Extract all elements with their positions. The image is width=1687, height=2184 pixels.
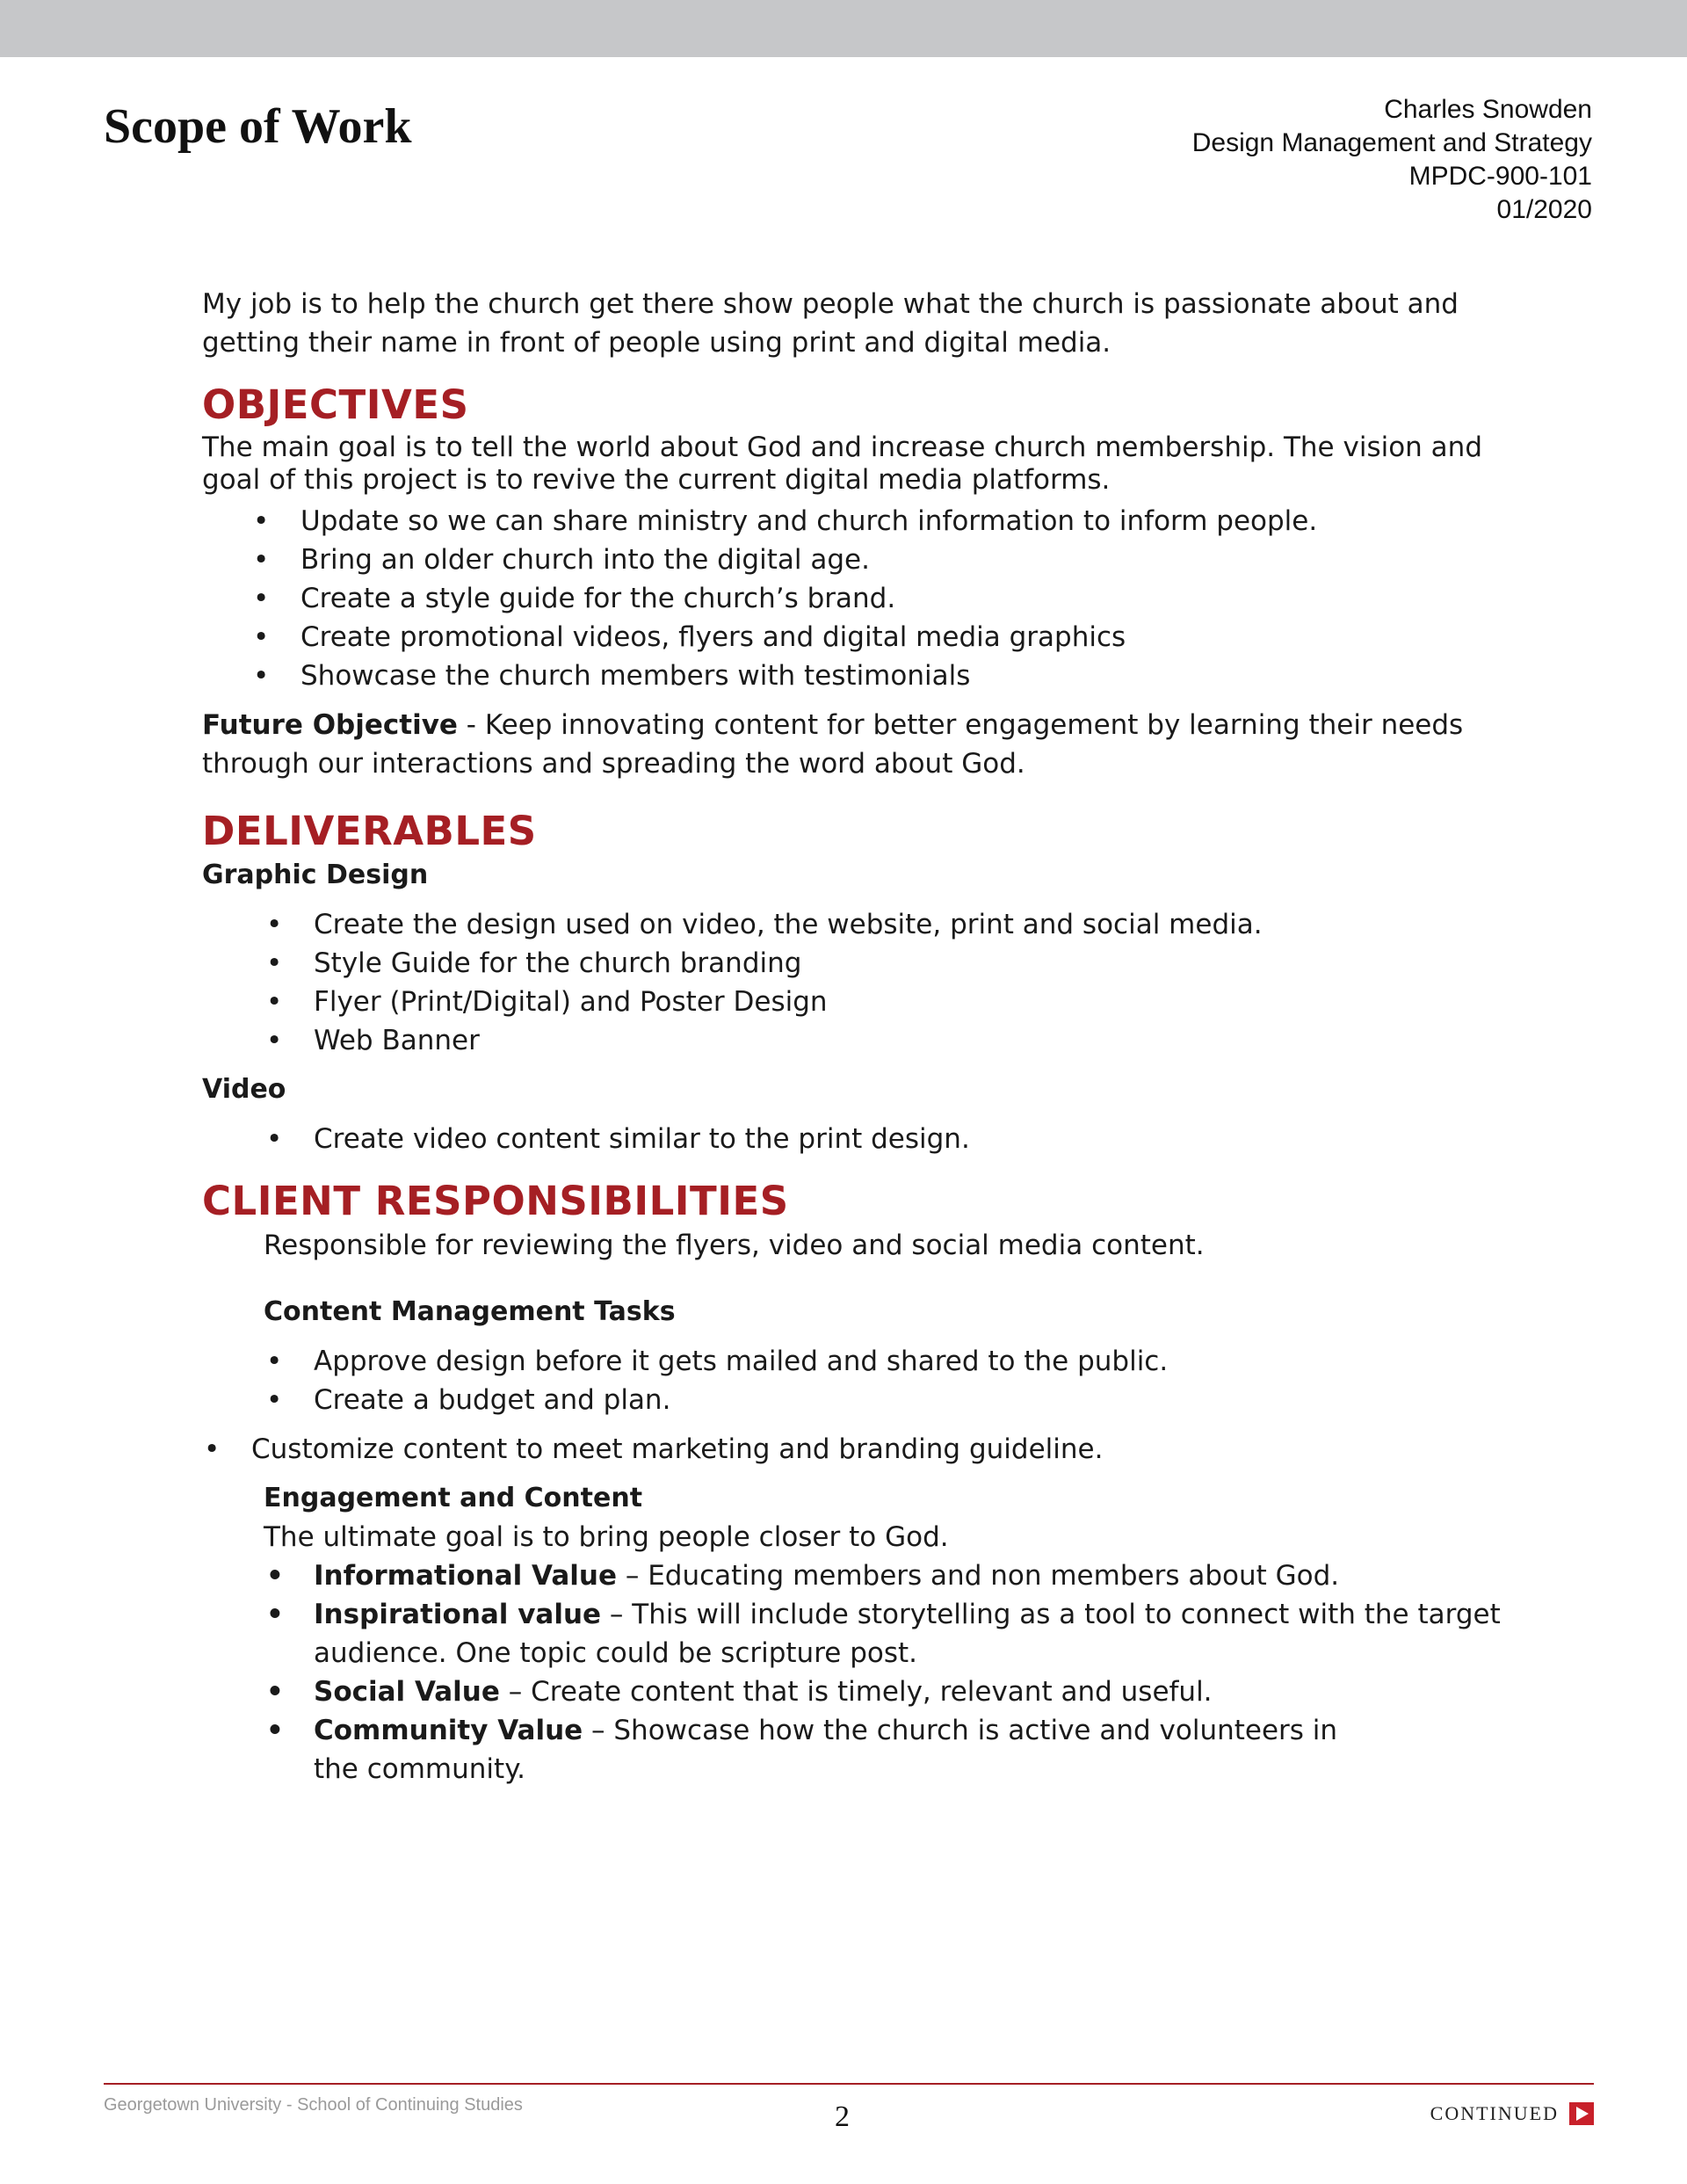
page-number: 2 xyxy=(835,2101,850,2133)
video-list xyxy=(202,1120,1502,1158)
page-title: Scope of Work xyxy=(104,99,412,154)
footer-institution: Georgetown University - School of Continuing Studies xyxy=(104,2095,523,2115)
list-item: • Showcase the church members with testimonials xyxy=(300,657,1502,695)
play-arrow-icon xyxy=(1569,2102,1594,2125)
bullet: • xyxy=(266,1715,284,1746)
list-item: • Approve design before it gets mailed and shared to the public. xyxy=(314,1342,1502,1381)
client-responsibilities-heading: CLIENT RESPONSIBILITIES xyxy=(202,1178,789,1224)
client-block xyxy=(202,1226,1502,1331)
list-item: • Flyer (Print/Digital) and Poster Design xyxy=(314,983,1502,1021)
list-item: • Create promotional videos, flyers and digital media graphics xyxy=(300,618,1502,657)
list-item: • Update so we can share ministry and church information to inform people. xyxy=(300,502,1502,541)
list-item: • Create a style guide for the church’s brand. xyxy=(300,579,1502,618)
engagement-label: Engagement and Content xyxy=(264,1483,643,1513)
bullet: • xyxy=(266,947,283,979)
author-name: Charles Snowden xyxy=(1384,95,1592,124)
list-item: • Bring an older church into the digital age. xyxy=(300,541,1502,579)
document-date: 01/2020 xyxy=(1496,195,1592,224)
list-item: • Style Guide for the church branding xyxy=(314,944,1502,983)
objectives-heading: OBJECTIVES xyxy=(202,381,469,428)
list-item: • Social Value – Create content that is timely, relevant and useful. xyxy=(314,1672,1502,1711)
list-item: • Create a budget and plan. xyxy=(314,1381,1502,1419)
content-management-label: Content Management Tasks xyxy=(264,1296,676,1327)
document-body xyxy=(202,285,1502,1789)
continued-link[interactable] xyxy=(1430,2102,1594,2125)
bullet: • xyxy=(266,1346,283,1377)
bullet: • xyxy=(266,1676,284,1708)
author-block xyxy=(1192,93,1592,227)
bullet: • xyxy=(266,1560,284,1592)
intro-paragraph: My job is to help the church get there show people what the church is passionate about and getting their name in front of people using print and digital media. xyxy=(202,288,1459,359)
bullet: • xyxy=(253,621,270,653)
list-item: • Create video content similar to the print design. xyxy=(314,1120,1502,1158)
list-item: • Create the design used on video, the website, print and social media. xyxy=(314,905,1502,944)
bullet: • xyxy=(266,1599,284,1630)
video-label: Video xyxy=(202,1074,286,1105)
course-name: Design Management and Strategy xyxy=(1191,128,1592,157)
future-objective: Future Objective - Keep innovating content for better engagement by learning their needs through our interactions and spreading the word about God. xyxy=(202,709,1464,780)
objectives-text: The main goal is to tell the world about God and increase church membership. The vision and goal of this project is to revive the current digital media platforms. xyxy=(202,432,1482,496)
list-item: • Informational Value – Educating members and non members about God. xyxy=(314,1556,1502,1595)
deliverables-heading: DELIVERABLES xyxy=(202,808,537,854)
continued-label: CONTINUED xyxy=(1430,2102,1559,2124)
bullet: • xyxy=(204,1433,221,1465)
bullet: • xyxy=(253,583,270,614)
engagement-text: The ultimate goal is to bring people closer to God. xyxy=(264,1521,949,1553)
footer-divider xyxy=(104,2083,1594,2085)
bullet: • xyxy=(266,1123,283,1155)
list-item: • Customize content to meet marketing and branding guideline. xyxy=(251,1430,1502,1469)
values-list xyxy=(202,1556,1502,1789)
top-bar xyxy=(0,0,1687,57)
engagement-block xyxy=(202,1479,1502,1556)
bullet: • xyxy=(266,909,283,940)
bullet: • xyxy=(266,986,283,1018)
bullet: • xyxy=(253,660,270,692)
list-item: • Inspirational value – This will include storytelling as a tool to connect with the target audience. One topic could be scripture post. xyxy=(314,1595,1502,1672)
list-item: • Web Banner xyxy=(314,1021,1502,1060)
bullet: • xyxy=(253,505,270,537)
customize-list xyxy=(202,1430,1502,1469)
bullet: • xyxy=(266,1025,283,1056)
content-management-list xyxy=(202,1342,1502,1419)
bullet: • xyxy=(253,544,270,576)
list-item: • Community Value – Showcase how the church is active and volunteers in the community. xyxy=(314,1711,1502,1789)
course-code: MPDC-900-101 xyxy=(1408,162,1592,191)
client-text: Responsible for reviewing the flyers, video and social media content. xyxy=(264,1230,1205,1261)
graphic-design-label: Graphic Design xyxy=(202,860,429,890)
graphic-design-list xyxy=(202,905,1502,1060)
objectives-list xyxy=(202,502,1502,695)
bullet: • xyxy=(266,1384,283,1416)
